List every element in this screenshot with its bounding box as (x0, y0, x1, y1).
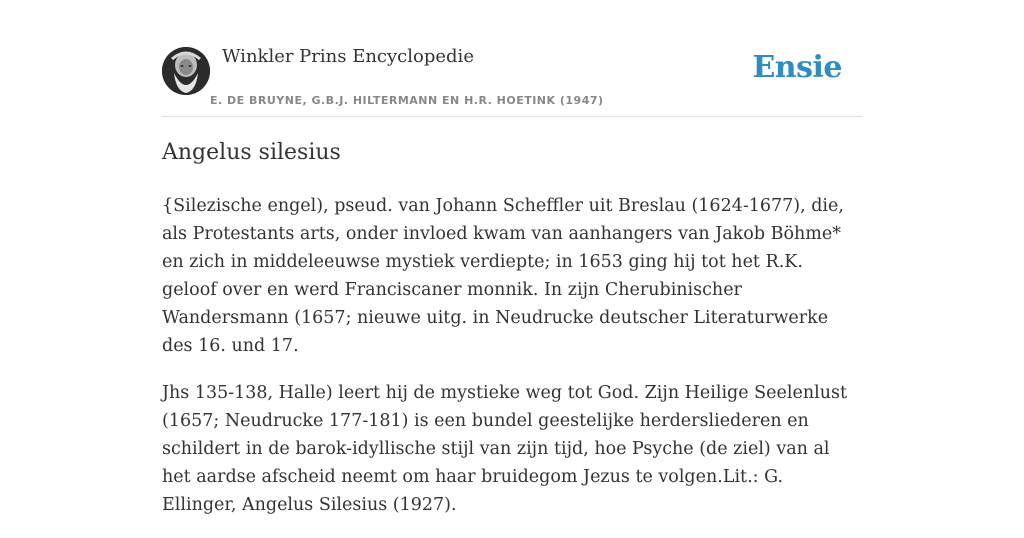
article-body (162, 192, 862, 538)
page-container (162, 0, 862, 515)
article-paragraph: {Silezische engel), pseud. van Johann Scheffler uit Breslau (1624-1677), die, als Protestants arts, onder invloed kwam van aanhangers van Jakob Böhme* en zich in middeleeuwse mystiek verdiepte; in 1653 ging hij tot het R.K. geloof over en werd Franciscaner monnik. In zijn Cherubinischer Wandersmann (1657; nieuwe uitg. in Neudrucke deutscher Literaturwerke des 16. und 17. (162, 196, 844, 356)
portrait-photo-icon (162, 47, 210, 95)
source-title[interactable]: Winkler Prins Encyclopedie (222, 46, 474, 67)
source-authors: E. DE BRUYNE, G.B.J. HILTERMANN EN H.R. HOETINK (1947) (210, 94, 604, 107)
source-header (162, 0, 862, 117)
author-avatar[interactable] (162, 47, 210, 95)
article-paragraph: Jhs 135-138, Halle) leert hij de mystieke weg tot God. Zijn Heilige Seelenlust (1657; Neudrucke 177-181) is een bundel geestelijke herdersliederen en schildert in de barok-idyllische stijl van zijn tijd, hoe Psyche (de ziel) van al het aardse afscheid neemt om haar bruidegom Jezus te volgen.Lit.: G. Ellinger, Angelus Silesius (1927). (162, 383, 847, 515)
article-title: Angelus silesius (162, 140, 341, 165)
ensie-logo[interactable]: Ensie (752, 50, 842, 85)
